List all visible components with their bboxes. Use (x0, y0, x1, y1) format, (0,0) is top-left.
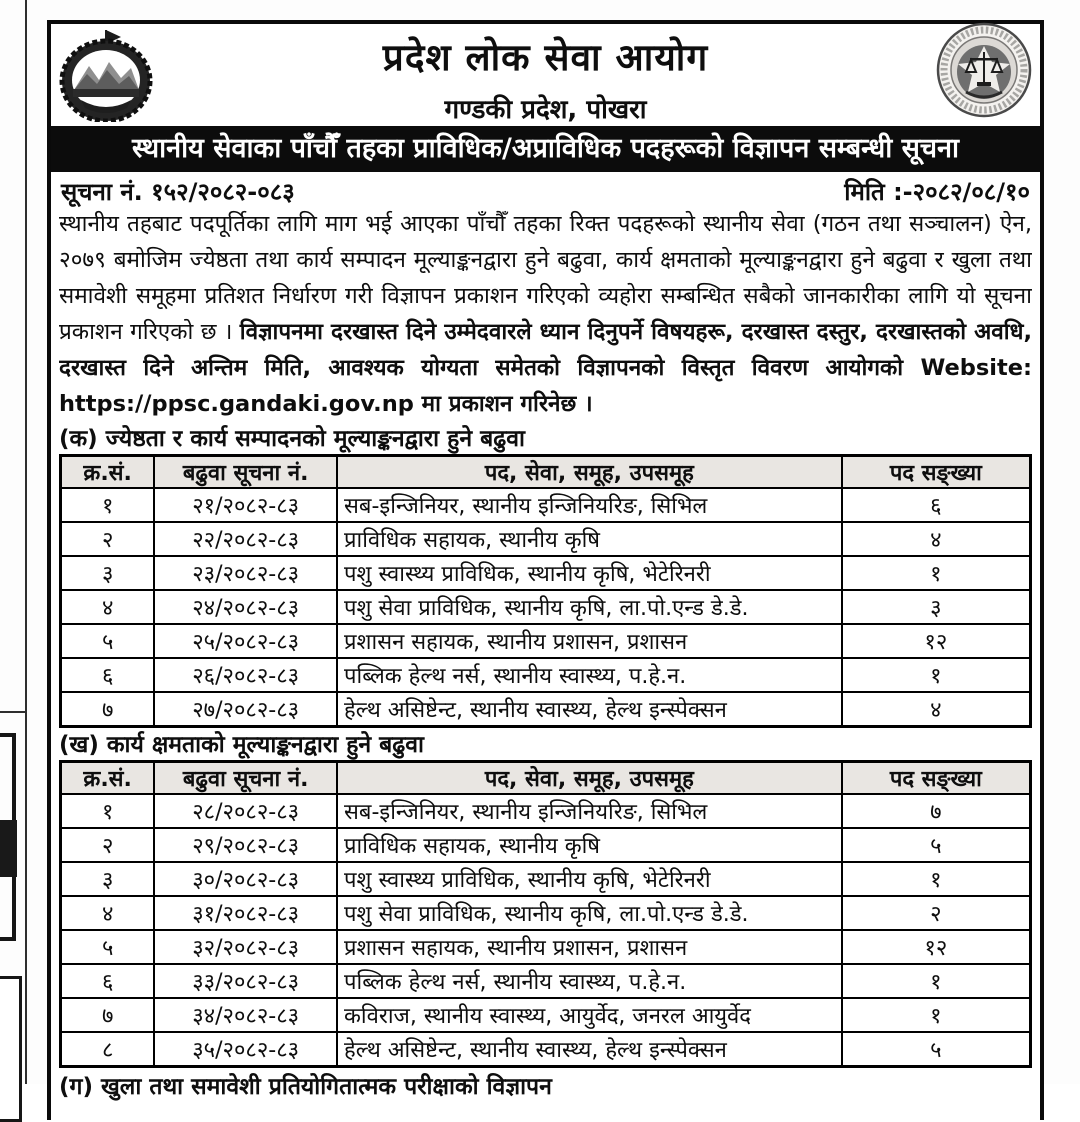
table-cell: प्राविधिक सहायक, स्थानीय कृषि (337, 522, 842, 556)
seniority-promotion-table (59, 454, 1032, 728)
table-cell: ३४/२०८२-८३ (154, 998, 337, 1032)
table-cell: प्रशासन सहायक, स्थानीय प्रशासन, प्रशासन (337, 930, 842, 964)
organization-name: प्रदेश लोक सेवा आयोग (382, 36, 709, 79)
table-cell: ६ (61, 964, 155, 998)
table-cell: पशु सेवा प्राविधिक, स्थानीय कृषि, ला.पो.एन्ड डे.डे. (337, 590, 842, 624)
table-cell: ५ (61, 624, 155, 658)
table-cell: १ (842, 862, 1031, 896)
table-cell: ४ (61, 590, 155, 624)
table-cell: १ (842, 658, 1031, 692)
notice-meta-row (59, 172, 1032, 206)
table-cell: प्राविधिक सहायक, स्थानीय कृषि (337, 828, 842, 862)
table-row (61, 488, 1031, 522)
notice-document-frame (47, 20, 1044, 1120)
notice-content (51, 172, 1040, 1102)
table-cell: सब-इन्जिनियर, स्थानीय इन्जिनियरिङ, सिभिल (337, 794, 842, 828)
table-row (61, 862, 1031, 896)
commission-seal-icon (936, 22, 1032, 118)
table-cell: १ (842, 964, 1031, 998)
table-row (61, 658, 1031, 692)
table-row (61, 1032, 1031, 1067)
table-cell: ३१/२०८२-८३ (154, 896, 337, 930)
table-cell: प्रशासन सहायक, स्थानीय प्रशासन, प्रशासन (337, 624, 842, 658)
table-cell: ३ (61, 556, 155, 590)
table-cell: ५ (842, 1032, 1031, 1067)
column-header: क्र.सं. (61, 456, 155, 489)
table-cell: १२ (842, 930, 1031, 964)
newspaper-column-divider (25, 0, 27, 1084)
table-cell: १२ (842, 624, 1031, 658)
table-cell: ७ (61, 998, 155, 1032)
table-cell: ७ (61, 692, 155, 727)
table-cell: पशु स्वास्थ्य प्राविधिक, स्थानीय कृषि, भेटेरिनरी (337, 862, 842, 896)
table-row (61, 624, 1031, 658)
column-header: पद सङ्ख्या (842, 762, 1031, 795)
table-row (61, 930, 1031, 964)
table-row (61, 828, 1031, 862)
table-cell: १ (842, 556, 1031, 590)
table-cell: ३२/२०८२-८३ (154, 930, 337, 964)
table-cell: ३ (842, 590, 1031, 624)
table-cell: १ (61, 794, 155, 828)
column-header: क्र.सं. (61, 762, 155, 795)
table-cell: ५ (61, 930, 155, 964)
table-cell: कविराज, स्थानीय स्वास्थ्य, आयुर्वेद, जनरल आयुर्वेद (337, 998, 842, 1032)
table-cell: २६/२०८२-८३ (154, 658, 337, 692)
organization-location: गण्डकी प्रदेश, पोखरा (444, 95, 647, 125)
section-heading-open-competition: (ग) खुला तथा समावेशी प्रतियोगितात्मक परीक्षाको विज्ञापन (59, 1074, 552, 1100)
table-row (61, 794, 1031, 828)
table-row (61, 522, 1031, 556)
column-header: पद, सेवा, समूह, उपसमूह (337, 456, 842, 489)
table-cell: हेल्थ असिष्टेन्ट, स्थानीय स्वास्थ्य, हेल्थ इन्स्पेक्सन (337, 1032, 842, 1067)
table-cell: ३ (61, 862, 155, 896)
table-cell: १ (842, 998, 1031, 1032)
column-header: पद सङ्ख्या (842, 456, 1031, 489)
table-cell: ३०/२०८२-८३ (154, 862, 337, 896)
document-header (51, 24, 1040, 124)
notice-body-paragraph (59, 206, 1032, 424)
body-text-bold: मा प्रकाशन गरिनेछ । (413, 391, 593, 417)
table-header-row (61, 456, 1031, 489)
body-text-normal: स्थानीय तहबाट पदपूर्तिका लागि माग भई आएका पाँचौँ तहका रिक्त पदहरूको स्थानीय सेवा (गठन तथा सञ्चालन) ऐन, २०७९ बमोजिम ज्येष्ठता तथा कार्य सम्पादन मूल्याङ्कनद्वारा हुने बढुवा, कार्य क्षमताको मूल्याङ्कनद्वारा हुने बढुवा र खुला तथा समावेशी समूहमा प्रतिशत निर्धारण गरी विज्ञापन प्रकाशन गरिएको व्यहोरा सम्बन्धित सबैको जानकारीका लागि यो सूचना प्रकाशन गरिएको छ । (59, 211, 1032, 345)
notice-date: मिति :-२०८२/०८/१० (844, 177, 1030, 206)
table-cell: ३३/२०८२-८३ (154, 964, 337, 998)
table-cell: ४ (842, 522, 1031, 556)
table-cell: ७ (842, 794, 1031, 828)
table-cell: १ (61, 488, 155, 522)
header-titles (51, 24, 1040, 126)
table-row (61, 896, 1031, 930)
table-cell: ६ (842, 488, 1031, 522)
adjacent-column-fragment-box (0, 976, 22, 1122)
table-header-row (61, 762, 1031, 795)
table-cell: पशु स्वास्थ्य प्राविधिक, स्थानीय कृषि, भेटेरिनरी (337, 556, 842, 590)
nepal-emblem-icon (59, 28, 153, 122)
table-cell: २१/२०८२-८३ (154, 488, 337, 522)
table-cell: ३५/२०८२-८३ (154, 1032, 337, 1067)
table-cell: २ (61, 828, 155, 862)
table-row (61, 998, 1031, 1032)
table-cell: पब्लिक हेल्थ नर्स, स्थानीय स्वास्थ्य, प.हे.न. (337, 658, 842, 692)
column-header: पद, सेवा, समूह, उपसमूह (337, 762, 842, 795)
table-cell: पब्लिक हेल्थ नर्स, स्थानीय स्वास्थ्य, प.हे.न. (337, 964, 842, 998)
table-cell: ४ (842, 692, 1031, 727)
table-cell: २३/२०८२-८३ (154, 556, 337, 590)
capability-promotion-table (59, 760, 1032, 1068)
adjacent-column-fragment-line (0, 711, 26, 713)
section-heading-capability-promotion: (ख) कार्य क्षमताको मूल्याङ्कनद्वारा हुने बढुवा (59, 732, 425, 758)
table-cell: सब-इन्जिनियर, स्थानीय इन्जिनियरिङ, सिभिल (337, 488, 842, 522)
table-cell: २ (61, 522, 155, 556)
table-cell: २२/२०८२-८३ (154, 522, 337, 556)
table-row (61, 964, 1031, 998)
table-cell: ५ (842, 828, 1031, 862)
table-cell: ६ (61, 658, 155, 692)
column-header: बढुवा सूचना नं. (154, 762, 337, 795)
adjacent-column-fragment-banner (0, 820, 17, 877)
table-row (61, 556, 1031, 590)
table-row (61, 590, 1031, 624)
table-cell: २४/२०८२-८३ (154, 590, 337, 624)
table-cell: २८/२०८२-८३ (154, 794, 337, 828)
table-cell: पशु सेवा प्राविधिक, स्थानीय कृषि, ला.पो.एन्ड डे.डे. (337, 896, 842, 930)
column-header: बढुवा सूचना नं. (154, 456, 337, 489)
table-cell: २९/२०८२-८३ (154, 828, 337, 862)
table-cell: ८ (61, 1032, 155, 1067)
table-row (61, 692, 1031, 727)
section-heading-seniority-promotion: (क) ज्येष्ठता र कार्य सम्पादनको मूल्याङ्कनद्वारा हुने बढुवा (59, 426, 525, 452)
notice-number: सूचना नं. १५२/२०८२-०८३ (61, 177, 295, 206)
notice-title-banner: स्थानीय सेवाका पाँचौँ तहका प्राविधिक/अप्राविधिक पदहरूको विज्ञापन सम्बन्धी सूचना (51, 126, 1040, 172)
body-text-bold: विज्ञापनमा दरखास्त दिने उम्मेदवारले ध्यान दिनुपर्ने विषयहरू, दरखास्त दस्तुर, दरखास्तको अवधि, दरखास्त दिने अन्तिम मिति, आवश्यक योग्यता समेतको विज्ञापनको विस्तृत विवरण आयोगको Website: (59, 319, 1032, 381)
table-cell: २ (842, 896, 1031, 930)
website-link[interactable]: https://ppsc.gandaki.gov.np (59, 391, 414, 417)
table-cell: हेल्थ असिष्टेन्ट, स्थानीय स्वास्थ्य, हेल्थ इन्स्पेक्सन (337, 692, 842, 727)
table-cell: ४ (61, 896, 155, 930)
table-cell: २७/२०८२-८३ (154, 692, 337, 727)
table-cell: २५/२०८२-८३ (154, 624, 337, 658)
